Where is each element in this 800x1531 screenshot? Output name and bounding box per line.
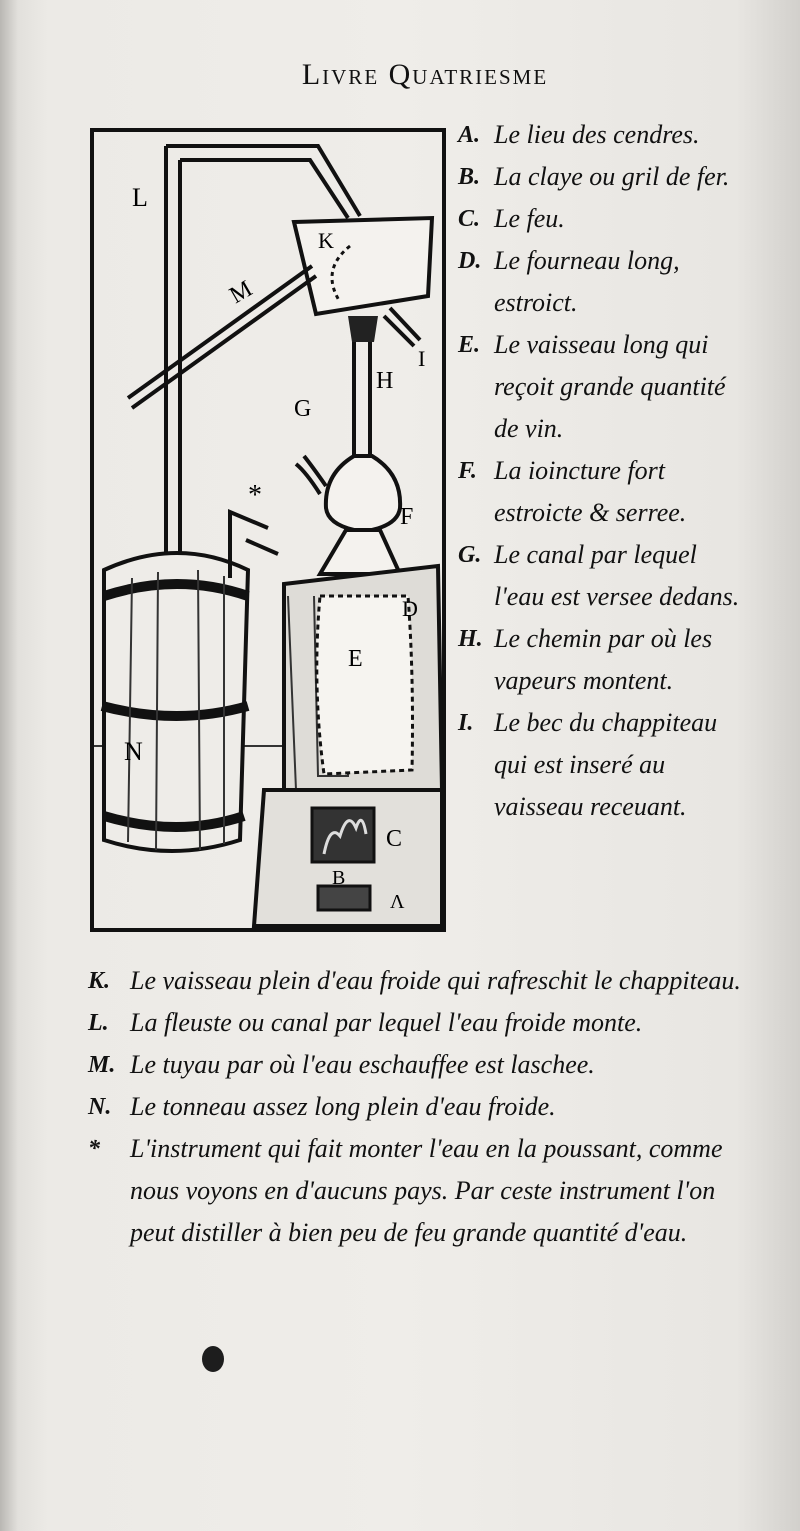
- fire-c: [312, 808, 374, 862]
- label-l: L: [132, 183, 148, 212]
- neck-cap: [348, 316, 378, 342]
- legend-item-f: F. La ioincture fort estroicte & serree.: [458, 456, 687, 527]
- label-g: G: [294, 396, 312, 422]
- joint-f: [320, 530, 400, 574]
- vessel-e: [317, 596, 413, 774]
- label-c: C: [386, 826, 403, 852]
- pipe-l-top: [166, 146, 360, 218]
- label-d: D: [402, 596, 418, 621]
- legend-item-a: A. Le lieu des cendres.: [458, 120, 700, 149]
- legend-item-b: B. La claye ou gril de fer.: [458, 162, 730, 191]
- spout-g: [296, 456, 326, 494]
- legend-right: [458, 114, 748, 828]
- legend-item-c: C. Le feu.: [458, 204, 565, 233]
- legend-item-d: D. Le fourneau long, estroict.: [458, 246, 680, 317]
- tube-m: [128, 266, 316, 408]
- legend-item-g: G. Le canal par lequel l'eau est versee dedans.: [458, 540, 740, 611]
- label-m: M: [225, 275, 257, 310]
- label-e: E: [348, 646, 363, 672]
- label-n: N: [124, 737, 143, 766]
- page-gutter: [0, 0, 18, 1531]
- legend-item-e: E. Le vaisseau long qui reçoit grande quantité de vin.: [458, 330, 726, 443]
- barrel-n: [104, 553, 248, 851]
- legend-item-n: N. Le tonneau assez long plein d'eau froide.: [88, 1092, 556, 1121]
- legend-item-m: M. Le tuyau par où l'eau eschauffee est laschee.: [88, 1050, 595, 1079]
- legend-bottom: [88, 960, 748, 1254]
- label-a: Λ: [390, 891, 405, 913]
- label-k: K: [318, 228, 334, 253]
- legend-item-h: H. Le chemin par où les vapeurs montent.: [458, 624, 713, 695]
- running-title: Livre Quatriesme: [301, 58, 549, 91]
- label-f: F: [400, 504, 414, 530]
- legend-item-k: K. Le vaisseau plein d'eau froide qui rafreschit le chappiteau.: [88, 966, 741, 995]
- legend-item-star: * L'instrument qui fait monter l'eau en la poussant, comme nous voyons en d'aucuns pays. Par ceste instrument l'on peut distiller à bien peu de feu grande quantité d'eau.: [88, 1134, 723, 1247]
- spout-i: [384, 308, 420, 346]
- grate-b: [318, 886, 370, 910]
- alembic-body: [326, 456, 400, 530]
- distillation-apparatus-woodcut: [88, 126, 448, 934]
- legend-item-i: I. Le bec du chappiteau qui est inseré au vaisseau receuant.: [458, 708, 718, 821]
- label-star: *: [248, 480, 262, 511]
- vessel-k: [294, 218, 432, 314]
- label-i: I: [418, 346, 426, 371]
- ink-blot: [202, 1346, 224, 1372]
- legend-item-l: L. La fleuste ou canal par lequel l'eau froide monte.: [88, 1008, 643, 1037]
- label-b: B: [332, 867, 346, 889]
- neck-h: [354, 342, 370, 456]
- label-h: H: [376, 368, 394, 394]
